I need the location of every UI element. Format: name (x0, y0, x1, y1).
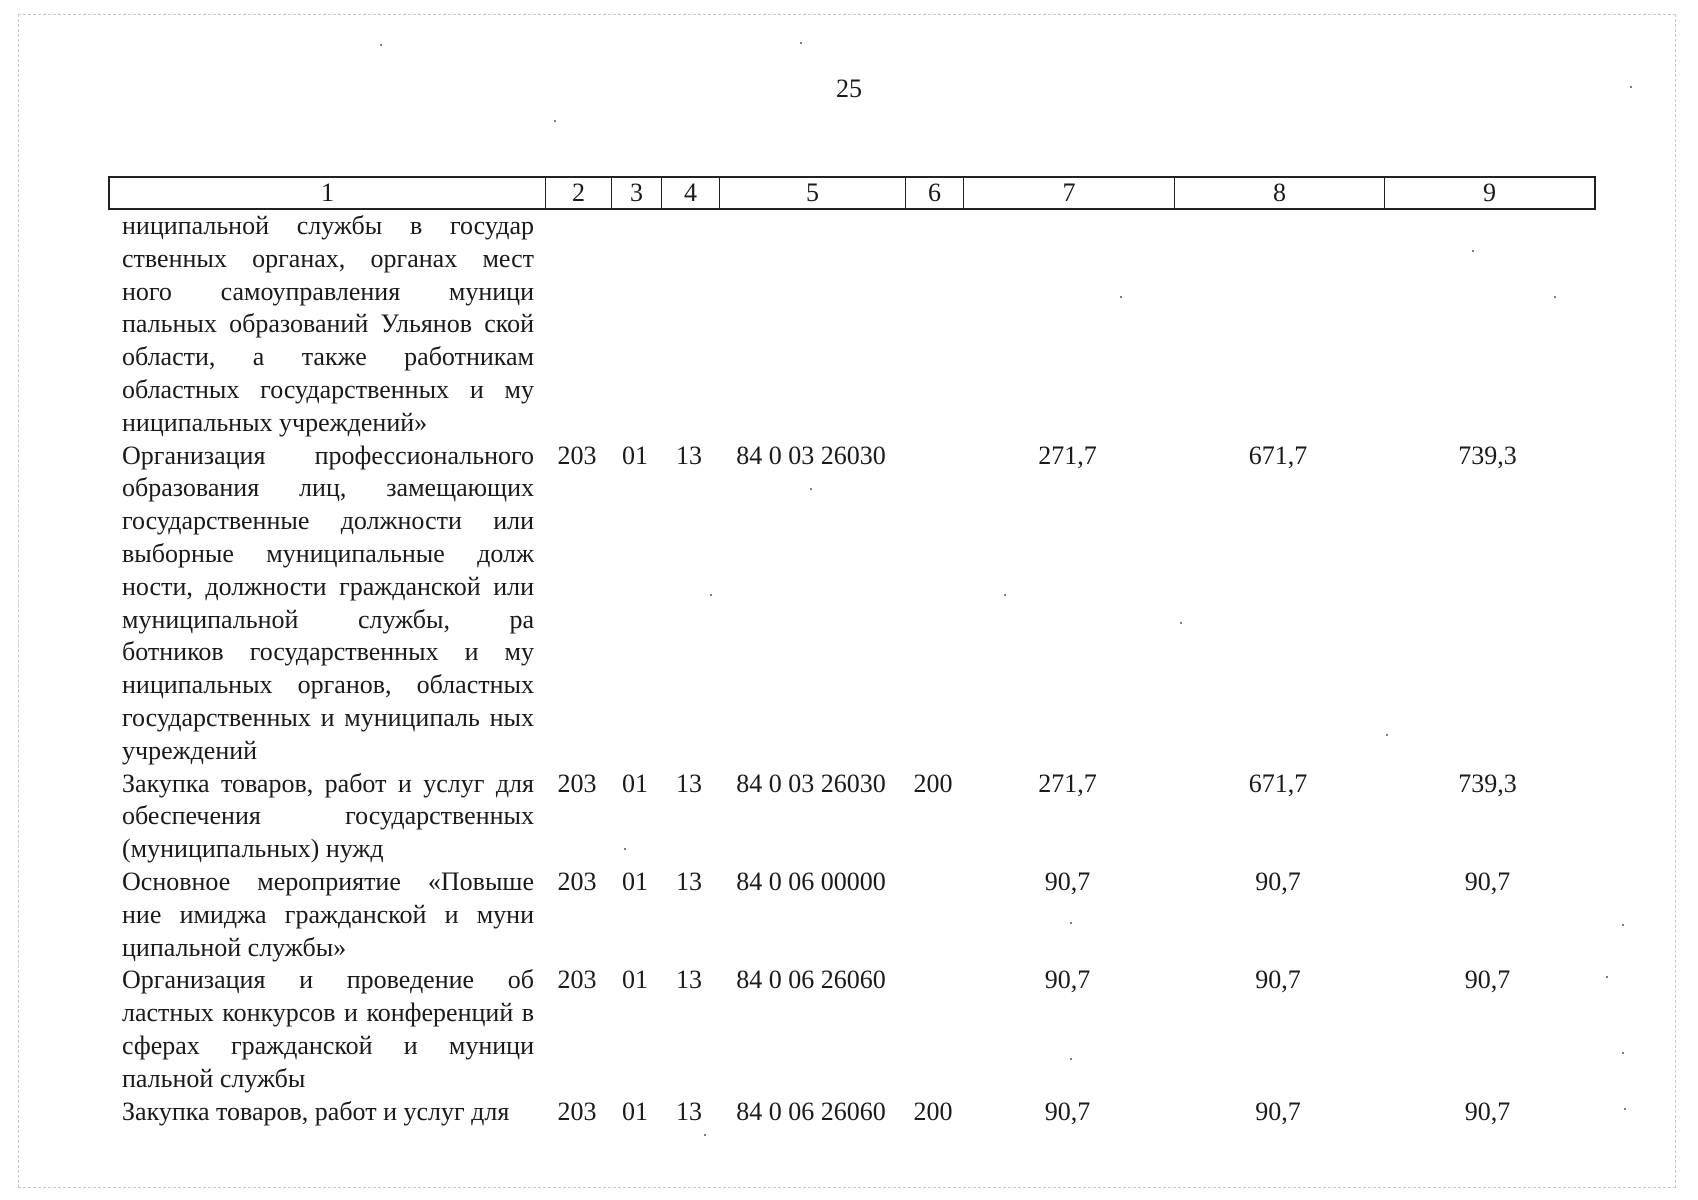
scan-speck (1622, 1052, 1624, 1054)
cell-subsection: 13 (676, 1096, 702, 1126)
scan-speck (1386, 734, 1388, 736)
description-line: в сферах гражданской и муници (122, 998, 535, 1060)
scan-speck (1070, 1058, 1072, 1060)
scan-speck (554, 120, 556, 122)
column-header-2: 2 (546, 178, 612, 208)
description-line: государственных и муниципаль (122, 702, 480, 732)
cell-amount-year2: 90,7 (1255, 866, 1301, 896)
cell-subsection: 13 (676, 965, 702, 995)
description-line: Закупка товаров, работ и услуг для (122, 768, 534, 798)
cell-target-item: 84 0 03 26030 (736, 768, 886, 798)
scan-speck (1624, 1108, 1626, 1110)
cell-amount-year2: 671,7 (1248, 768, 1308, 798)
description-line: или муниципальной службы, ра (122, 571, 534, 634)
column-header-7: 7 (964, 178, 1175, 208)
column-header-1: 1 (110, 178, 546, 208)
column-header-4: 4 (662, 178, 720, 208)
cell-amount-year3: 739,3 (1458, 768, 1517, 798)
scan-speck (1004, 594, 1006, 596)
cell-ministry-code: 203 (557, 440, 597, 470)
table-row (108, 964, 1592, 1095)
cell-section: 01 (622, 440, 648, 470)
scan-speck (710, 594, 712, 596)
scan-speck (1070, 922, 1072, 924)
table-row (108, 440, 1592, 768)
description-line: пальной службы (122, 1063, 306, 1093)
scan-speck (1180, 622, 1182, 624)
scan-speck (624, 848, 626, 850)
column-header-8: 8 (1175, 178, 1385, 208)
description-line: ниципальной службы в государ (122, 211, 534, 240)
scan-speck (380, 44, 382, 46)
cell-amount-year2: 671,7 (1248, 440, 1308, 470)
description-line: ного самоуправления муници (122, 276, 534, 306)
cell-target-item: 84 0 06 26060 (736, 1096, 886, 1126)
cell-amount-year3: 90,7 (1464, 866, 1511, 896)
description-line: образования лиц, замещающих (122, 473, 534, 503)
page-number: 25 (836, 74, 862, 103)
cell-subsection: 13 (676, 768, 702, 798)
description-line: выборные муниципальные долж (122, 538, 534, 568)
cell-target-item: 84 0 03 26030 (736, 440, 886, 470)
cell-ministry-code: 203 (557, 768, 597, 798)
scan-speck (800, 42, 802, 44)
scan-speck (810, 488, 812, 490)
table-body (108, 210, 1592, 1128)
cell-ministry-code: 203 (557, 1096, 597, 1126)
cell-section: 01 (622, 866, 648, 896)
column-header-3: 3 (612, 178, 662, 208)
column-header-9: 9 (1483, 178, 1496, 207)
cell-section: 01 (622, 965, 648, 995)
cell-amount-year1: 271,7 (1038, 440, 1097, 470)
scan-speck (1472, 250, 1474, 252)
cell-target-item: 84 0 06 00000 (736, 866, 886, 896)
description-line: ственных органах, органах мест (122, 243, 534, 273)
cell-ministry-code: 203 (557, 965, 597, 995)
description-line: ниципальных учреждений» (122, 407, 428, 437)
scan-speck (1606, 976, 1608, 978)
cell-amount-year2: 90,7 (1255, 1096, 1301, 1126)
row-description (108, 964, 544, 1095)
description-line: обеспечения государственных (122, 801, 534, 831)
table-row (108, 768, 1592, 866)
row-description (108, 768, 544, 866)
description-line: ластных конкурсов и конференций (122, 998, 514, 1028)
row-description (108, 866, 544, 964)
cell-ministry-code: 203 (557, 866, 597, 896)
description-line: ности, должности гражданской (122, 571, 481, 601)
scan-speck (1554, 296, 1556, 298)
description-line: ных учреждений (122, 702, 534, 765)
description-line: ниципальных органов, областных (122, 670, 534, 700)
description-line: ципальной службы» (122, 932, 347, 962)
scan-speck (1120, 296, 1122, 298)
description-line: пальных образований Ульянов (122, 309, 472, 339)
cell-subsection: 13 (676, 866, 702, 896)
table-row (108, 1096, 1592, 1129)
column-header-5: 5 (720, 178, 906, 208)
cell-expense-type: 200 (913, 768, 953, 798)
cell-amount-year3: 90,7 (1464, 965, 1511, 995)
cell-subsection: 13 (676, 440, 702, 470)
table-row (108, 866, 1592, 964)
description-line: ние имиджа гражданской и муни (122, 899, 534, 929)
description-line: государственные должности или (122, 506, 534, 536)
cell-amount-year1: 90,7 (1044, 866, 1091, 896)
cell-section: 01 (622, 768, 648, 798)
row-description (108, 1096, 544, 1129)
cell-amount-year2: 90,7 (1255, 965, 1301, 995)
description-line: областных государственных и му (122, 374, 534, 404)
description-line: Основное мероприятие «Повыше (122, 866, 534, 896)
description-line: (муниципальных) нужд (122, 834, 384, 864)
table-row (108, 210, 1592, 440)
cell-section: 01 (622, 1096, 648, 1126)
scan-speck (1630, 86, 1632, 88)
cell-expense-type: 200 (913, 1096, 953, 1126)
description-line: Закупка товаров, работ и услуг для (122, 1096, 510, 1126)
cell-amount-year3: 90,7 (1464, 1096, 1511, 1126)
column-header-6: 6 (906, 178, 964, 208)
table-header (108, 176, 1596, 210)
description-line: ботников государственных и му (122, 637, 534, 667)
description-line: ской области, а также работникам (122, 309, 534, 372)
scan-speck (1622, 924, 1624, 926)
cell-amount-year1: 90,7 (1044, 965, 1091, 995)
cell-target-item: 84 0 06 26060 (736, 965, 886, 995)
cell-amount-year1: 271,7 (1038, 768, 1097, 798)
row-description (108, 210, 544, 440)
cell-amount-year1: 90,7 (1044, 1096, 1091, 1126)
description-line: Организация профессионального (122, 440, 534, 470)
cell-amount-year3: 739,3 (1458, 440, 1517, 470)
row-description (108, 440, 544, 768)
description-line: Организация и проведение об (122, 965, 534, 995)
scan-speck (704, 1134, 706, 1136)
